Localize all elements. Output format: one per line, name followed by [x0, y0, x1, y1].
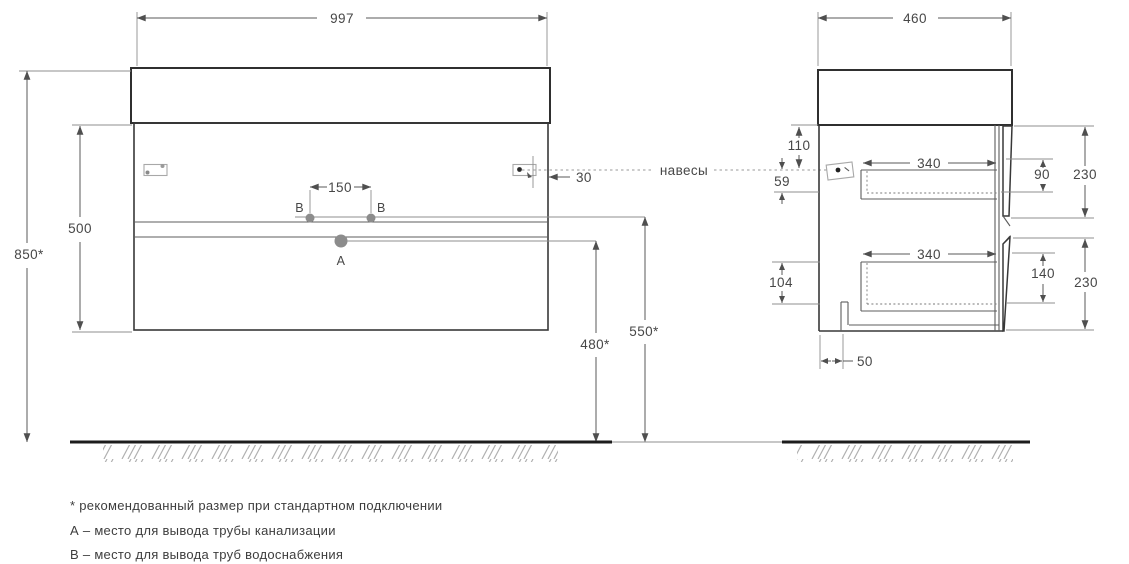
dim-lower-drawer-top-offset-value: 104	[769, 275, 793, 290]
dim-bracket-height	[774, 158, 819, 204]
dim-upper-front-height	[1011, 126, 1097, 218]
dim-upper-drawer-depth-value: 340	[917, 156, 941, 171]
dim-rear-clearance	[820, 334, 873, 369]
dim-overall-width	[137, 11, 547, 66]
dim-bracket-top-offset	[788, 125, 818, 168]
front-view	[14, 11, 659, 442]
dim-lower-front-height	[1006, 238, 1098, 330]
dim-bracket-top-offset-value: 110	[787, 138, 811, 153]
note-point-a: А – место для вывода трубы канализации	[70, 523, 336, 538]
note-asterisk: * рекомендованный размер при стандартном подключении	[70, 498, 443, 513]
dim-lower-drawer-depth	[863, 247, 996, 262]
upper-drawer-box	[861, 170, 997, 199]
dim-bracket-inset-value: 30	[576, 170, 592, 185]
floor	[70, 442, 1030, 462]
side-countertop	[818, 70, 1012, 125]
note-point-b: В – место для вывода труб водоснабжения	[70, 547, 344, 562]
front-countertop	[131, 68, 550, 123]
dim-lower-drawer-depth-value: 340	[917, 247, 941, 262]
water-outlet-point-right	[367, 214, 376, 223]
water-point-label-right: В	[377, 201, 386, 215]
hangers-callout-label: навесы	[659, 163, 709, 178]
dim-drain-outlet-height-value: 480*	[580, 337, 610, 352]
dim-install-height	[14, 71, 131, 442]
dim-bracket-inset	[549, 170, 592, 185]
notes	[70, 498, 443, 562]
dim-install-height-value: 850*	[14, 247, 44, 262]
floor-hatch-right	[797, 445, 1013, 462]
dim-upper-drawer-depth	[863, 156, 996, 171]
dim-upper-front-height-value: 230	[1073, 167, 1097, 182]
dim-bracket-height-value: 59	[774, 174, 790, 189]
hanger-bracket-left-icon	[144, 164, 167, 176]
hanger-bracket-right-icon	[513, 156, 536, 188]
side-upper-drawer-front	[1003, 126, 1012, 216]
dim-upper-drawer-inner-height-value: 90	[1034, 167, 1050, 182]
dim-water-outlets-spacing-value: 150	[328, 180, 352, 195]
dim-water-outlet-height-value: 550*	[629, 324, 659, 339]
side-lower-drawer-front	[1003, 237, 1010, 331]
dim-overall-depth	[818, 11, 1011, 66]
floor-hatch-left	[103, 445, 558, 462]
hanger-bracket-side-dot	[836, 168, 841, 173]
dim-lower-drawer-inner-height-value: 140	[1031, 266, 1055, 281]
dim-overall-depth-value: 460	[903, 11, 927, 26]
dim-water-outlet-height	[629, 217, 659, 442]
side-pull-notch-upper	[1003, 216, 1010, 226]
dim-lower-front-height-value: 230	[1074, 275, 1098, 290]
water-outlet-point-left	[306, 214, 315, 223]
dim-rear-clearance-value: 50	[857, 354, 873, 369]
dim-drain-outlet-height	[580, 241, 610, 442]
drain-outlet-point	[335, 235, 348, 248]
dim-overall-width-value: 997	[330, 11, 354, 26]
front-cabinet-body	[134, 123, 548, 330]
drain-point-label: А	[336, 254, 346, 268]
lower-drawer-box	[861, 262, 997, 311]
dim-cabinet-height	[68, 125, 132, 332]
dim-water-outlets-spacing	[310, 180, 371, 213]
dim-lower-drawer-top-offset	[769, 262, 820, 304]
dim-cabinet-height-value: 500	[68, 221, 92, 236]
side-view	[769, 11, 1098, 369]
dim-lower-drawer-inner-height	[1006, 253, 1055, 303]
water-point-label-left: В	[295, 201, 304, 215]
